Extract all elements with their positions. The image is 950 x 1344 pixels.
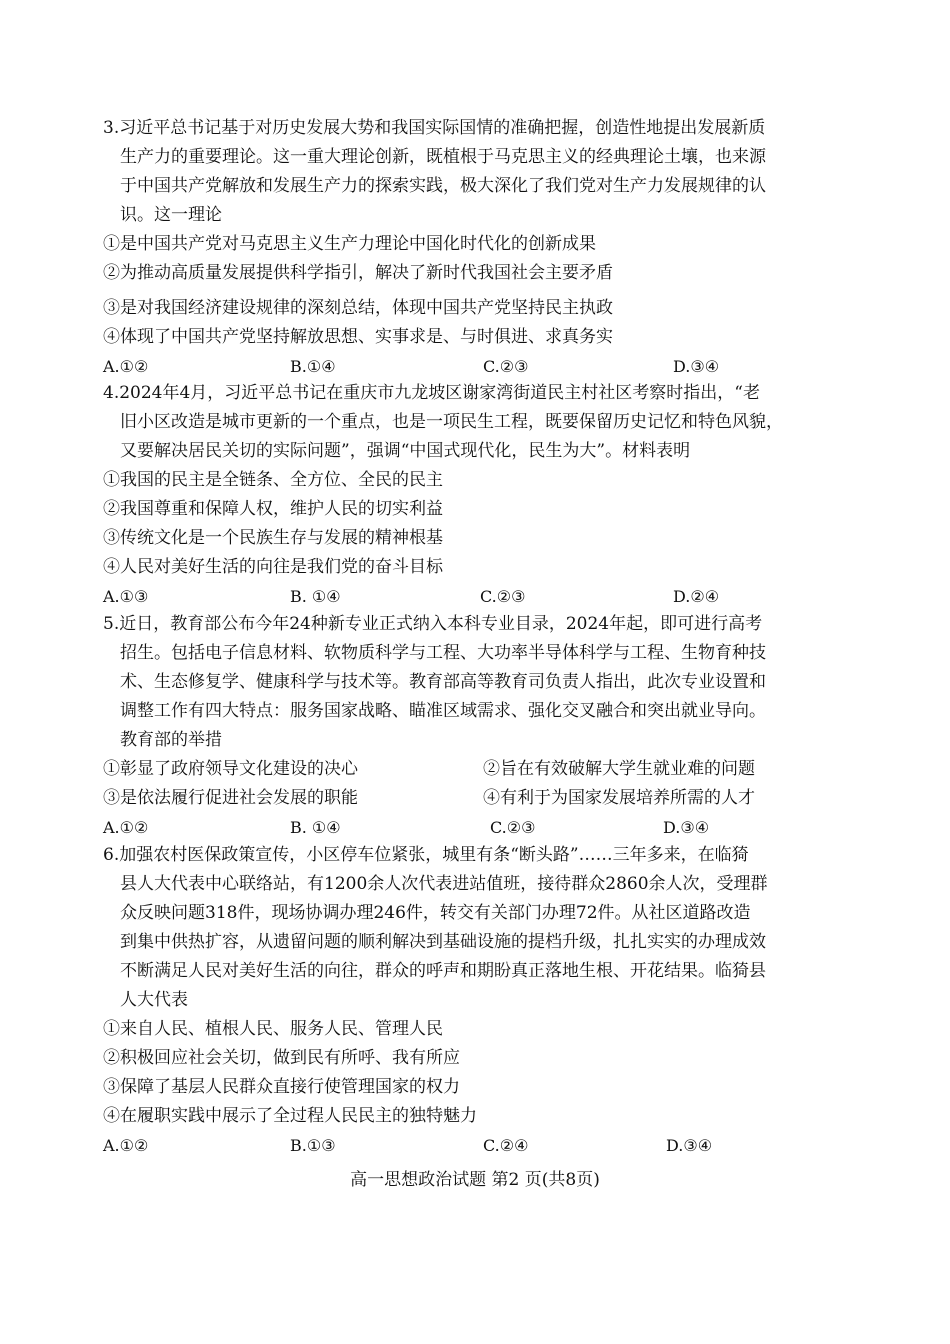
question-stem-line: 于中国共产党解放和发展生产力的探索实践，极大深化了我们党对生产力发展规律的认 <box>120 176 766 196</box>
option-row <box>103 784 863 813</box>
question-stem-line: 调整工作有四大特点：服务国家战略、瞄准区域需求、强化交叉融合和突出就业导向。 <box>120 701 766 721</box>
choice-a: A.①② <box>103 818 149 837</box>
answer-choices <box>103 813 863 842</box>
choice-c: C.②③ <box>483 357 529 376</box>
answer-choices <box>103 352 863 381</box>
question-stem-line: 众反映问题318件，现场协调办理246件，转交有关部门办理72件。从社区道路改造 <box>120 903 751 923</box>
option-statement: ①我国的民主是全链条、全方位、全民的民主 <box>103 470 443 490</box>
question-stem-line: 识。这一理论 <box>120 205 222 225</box>
question-stem-line: 6.加强农村医保政策宣传，小区停车位紧张，城里有条“断头路”……三年多来，在临猗 <box>103 845 749 865</box>
question-stem-line: 术、生态修复学、健康科学与技术等。教育部高等教育司负责人指出，此次专业设置和 <box>120 672 766 692</box>
question-stem-line: 3.习近平总书记基于对历史发展大势和我国实际国情的准确把握，创造性地提出发展新质 <box>103 118 766 138</box>
question-stem-line: 又要解决居民关切的实际问题”，强调“中国式现代化，民生为大”。材料表明 <box>120 441 691 461</box>
option-statement: ②为推动高质量发展提供科学指引，解决了新时代我国社会主要矛盾 <box>103 263 613 283</box>
question-5 <box>103 610 863 842</box>
question-stem-line: 4.2024年4月，习近平总书记在重庆市九龙坡区谢家湾街道民主村社区考察时指出，“老 <box>103 383 760 403</box>
question-stem-line: 教育部的举措 <box>120 730 222 750</box>
choice-d: D.③④ <box>666 1136 713 1155</box>
question-stem-line: 招生。包括电子信息材料、软物质科学与工程、大功率半导体科学与工程、生物育种技 <box>120 643 766 663</box>
choice-b: B.①④ <box>290 357 336 376</box>
answer-choices <box>103 1131 863 1160</box>
choice-b: B.①③ <box>290 1136 336 1155</box>
option-statement: ③是对我国经济建设规律的深刻总结，体现中国共产党坚持民主执政 <box>103 298 613 318</box>
choice-a: A.①② <box>103 1136 149 1155</box>
option-statement: ③保障了基层人民群众直接行使管理国家的权力 <box>103 1077 460 1097</box>
choice-d: D.③④ <box>663 818 710 837</box>
option-statement: ②我国尊重和保障人权，维护人民的切实利益 <box>103 499 443 519</box>
question-4 <box>103 379 863 611</box>
choice-a: A.①② <box>103 357 149 376</box>
choice-d: D.③④ <box>673 357 720 376</box>
choice-d: D.②④ <box>673 587 720 606</box>
option-statement: ②旨在有效破解大学生就业难的问题 <box>483 759 755 779</box>
question-stem-line: 生产力的重要理论。这一重大理论创新，既植根于马克思主义的经典理论土壤，也来源 <box>120 147 766 167</box>
choice-b: B. ①④ <box>290 818 341 837</box>
question-stem-line: 人大代表 <box>120 990 188 1010</box>
answer-choices <box>103 582 863 611</box>
option-statement: ①彰显了政府领导文化建设的决心 <box>103 759 358 779</box>
question-stem-line: 县人大代表中心联络站，有1200余人次代表进站值班，接待群众2860余人次，受理群 <box>120 874 768 894</box>
question-stem-line: 不断满足人民对美好生活的向往，群众的呼声和期盼真正落地生根、开花结果。临猗县 <box>120 961 766 981</box>
option-statement: ④人民对美好生活的向往是我们党的奋斗目标 <box>103 557 443 577</box>
question-stem-line: 旧小区改造是城市更新的一个重点，也是一项民生工程，既要保留历史记忆和特色风貌， <box>120 412 783 432</box>
option-statement: ②积极回应社会关切，做到民有所呼、我有所应 <box>103 1048 460 1068</box>
choice-a: A.①③ <box>103 587 149 606</box>
question-stem-line: 到集中供热扩容，从遗留问题的顺利解决到基础设施的提档升级，扎扎实实的办理成效 <box>120 932 766 952</box>
choice-c: C.②③ <box>480 587 526 606</box>
option-statement: ④体现了中国共产党坚持解放思想、实事求是、与时俱进、求真务实 <box>103 327 613 347</box>
option-row <box>103 755 863 784</box>
question-3 <box>103 114 863 381</box>
option-statement: ③传统文化是一个民族生存与发展的精神根基 <box>103 528 443 548</box>
choice-c: C.②④ <box>483 1136 529 1155</box>
question-stem-line: 5.近日，教育部公布今年24种新专业正式纳入本科专业目录，2024年起，即可进行高考 <box>103 614 763 634</box>
option-statement: ④在履职实践中展示了全过程人民民主的独特魅力 <box>103 1106 477 1126</box>
choice-c: C.②③ <box>490 818 536 837</box>
option-statement: ①来自人民、植根人民、服务人民、管理人民 <box>103 1019 443 1039</box>
option-statement: ④有利于为国家发展培养所需的人才 <box>483 788 755 808</box>
page-footer: 高一思想政治试题 第2 页(共8页) <box>350 1170 600 1190</box>
question-6 <box>103 841 863 1160</box>
choice-b: B. ①④ <box>290 587 341 606</box>
option-statement: ③是依法履行促进社会发展的职能 <box>103 788 358 808</box>
option-statement: ①是中国共产党对马克思主义生产力理论中国化时代化的创新成果 <box>103 234 596 254</box>
